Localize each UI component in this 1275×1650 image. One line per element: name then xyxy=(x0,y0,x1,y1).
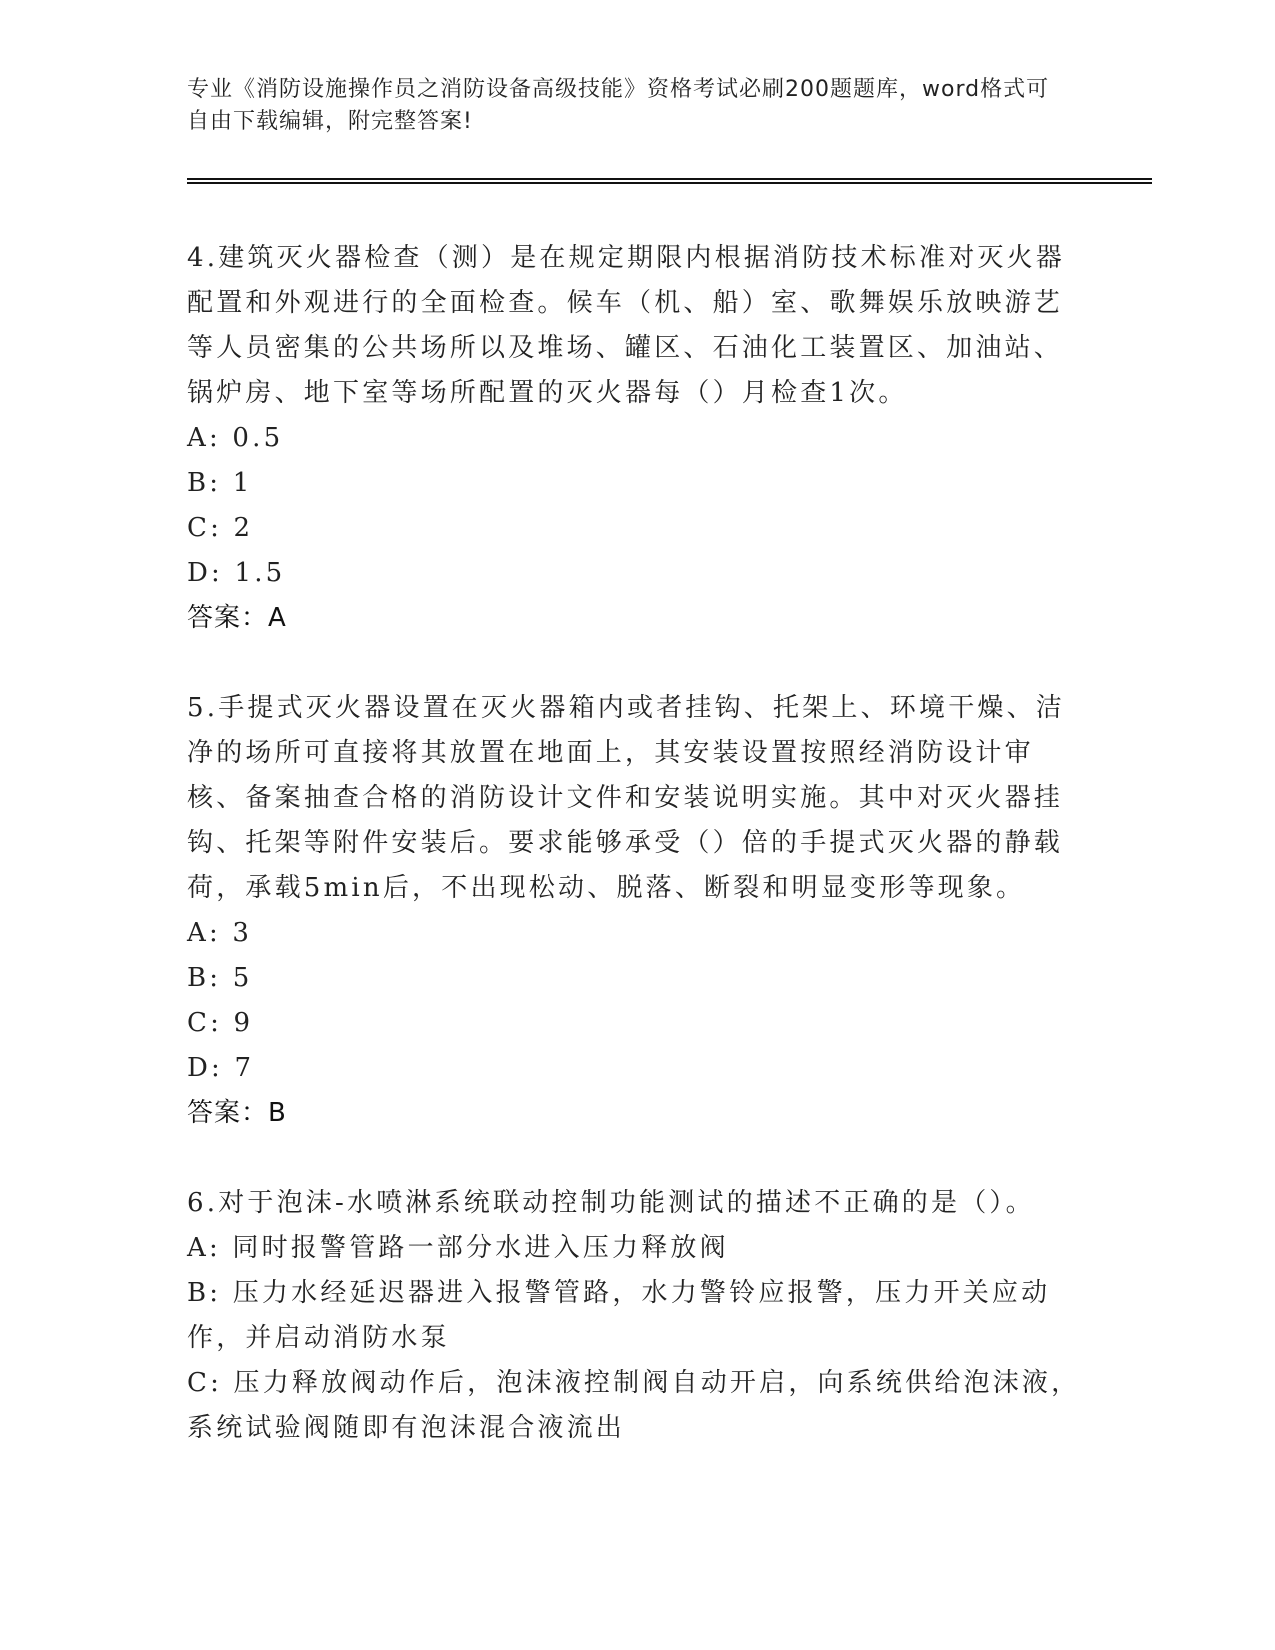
option-b: B: 1 xyxy=(187,468,253,498)
option-c: C: 2 xyxy=(187,513,254,543)
header-divider xyxy=(187,178,1152,184)
option-a: A: 同时报警管路一部分水进入压力释放阀 xyxy=(187,1233,729,1263)
option-d: D: 1.5 xyxy=(187,558,286,588)
question-stem: 5.手提式灭火器设置在灭火器箱内或者挂钩、托架上、环境干燥、洁净的场所可直接将其放置在地面上，其安装设置按照经消防设计审核、备案抽查合格的消防设计文件和安装说明实施。其中对灭火器挂钩、托架等附件安装后。要求能够承受（）倍的手提式灭火器的静载荷，承载5min后，不出现松动、脱落、断裂和明显变形等现象。 xyxy=(187,693,1066,903)
document-header: 专业《消防设施操作员之消防设备高级技能》资格考试必刷200题题库，word格式可自由下载编辑，附完整答案! xyxy=(187,77,1050,134)
option-b: B: 压力水经延迟器进入报警管路，水力警铃应报警，压力开关应动作，并启动消防水泵 xyxy=(187,1278,1051,1353)
option-d: D: 7 xyxy=(187,1053,255,1083)
question-stem: 6.对于泡沫-水喷淋系统联动控制功能测试的描述不正确的是（）。 xyxy=(187,1188,1035,1218)
spacer xyxy=(187,1136,1087,1181)
option-b: B: 5 xyxy=(187,963,253,993)
answer-line: 答案：A xyxy=(187,603,287,633)
question-6 xyxy=(187,1181,1087,1451)
question-list xyxy=(187,236,1087,1451)
option-a: A: 3 xyxy=(187,918,253,948)
answer-line: 答案：B xyxy=(187,1098,287,1128)
question-stem: 4.建筑灭火器检查（测）是在规定期限内根据消防技术标准对灭火器配置和外观进行的全面检查。候车（机、船）室、歌舞娱乐放映游艺等人员密集的公共场所以及堆场、罐区、石油化工装置区、加油站、锅炉房、地下室等场所配置的灭火器每（）月检查1次。 xyxy=(187,243,1066,408)
spacer xyxy=(187,641,1087,686)
question-4 xyxy=(187,236,1087,641)
option-a: A: 0.5 xyxy=(187,423,284,453)
option-c: C: 压力释放阀动作后，泡沫液控制阀自动开启，向系统供给泡沫液，系统试验阀随即有泡沫混合液流出 xyxy=(187,1368,1081,1443)
option-c: C: 9 xyxy=(187,1008,254,1038)
question-5 xyxy=(187,686,1087,1136)
